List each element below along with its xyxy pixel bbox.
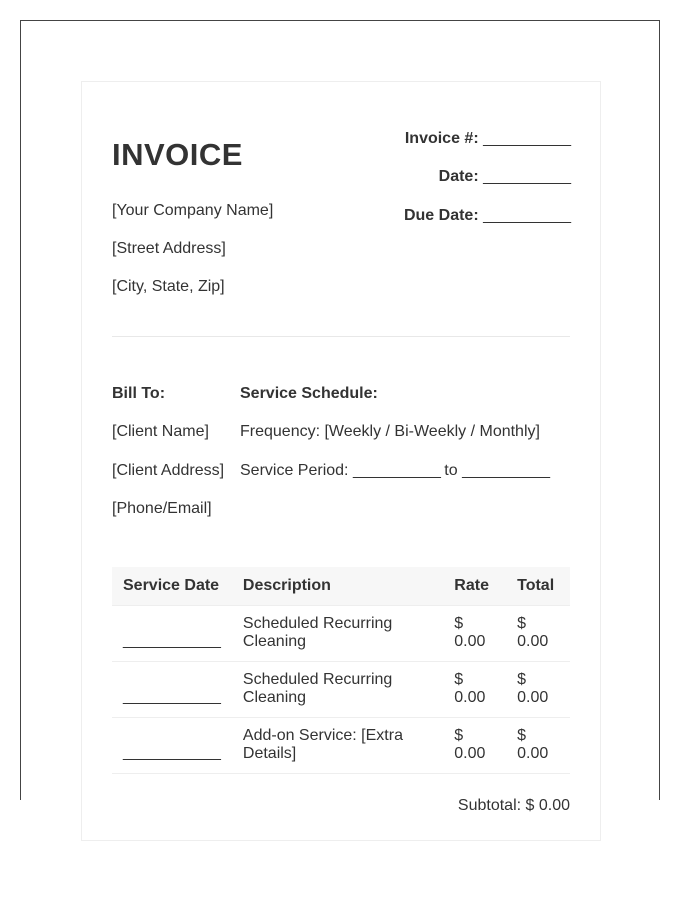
row-rate: $ 0.00	[443, 605, 506, 661]
table-row	[112, 661, 570, 717]
due-date-field: ___________	[483, 207, 570, 224]
col-description: Description	[232, 567, 443, 605]
subtotal-value: $ 0.00	[525, 797, 570, 814]
invoice-date-row	[439, 168, 570, 186]
table-row	[112, 605, 570, 661]
col-total: Total	[506, 567, 570, 605]
due-date-row	[404, 207, 570, 225]
subtotal-label: Subtotal:	[457, 797, 522, 814]
invoice-date-label: Date:	[438, 168, 479, 185]
table-header-row	[112, 567, 570, 605]
row-total: $ 0.00	[506, 661, 570, 717]
row-total: $ 0.00	[506, 717, 570, 773]
col-service-date: Service Date	[112, 567, 232, 605]
due-date-label: Due Date:	[403, 207, 479, 224]
line-items-table	[112, 567, 570, 774]
client-address: [Client Address]	[112, 462, 225, 479]
invoice-date-field: ___________	[483, 168, 570, 185]
table-row	[112, 717, 570, 773]
row-description: Scheduled Recurring Cleaning	[232, 605, 443, 661]
invoice-number-row	[405, 130, 570, 148]
client-name: [Client Name]	[112, 423, 209, 440]
service-frequency: Frequency: [Weekly / Bi-Weekly / Monthly]	[240, 423, 540, 440]
service-period-end: ___________	[462, 462, 549, 479]
bill-to-heading: Bill To:	[112, 385, 166, 402]
row-description: Add-on Service: [Extra Details]	[232, 717, 443, 773]
service-period	[240, 462, 549, 480]
page-frame	[20, 20, 660, 814]
service-period-start: ___________	[352, 462, 440, 479]
row-service-date: ___________	[112, 661, 232, 717]
row-service-date: ___________	[112, 605, 232, 661]
row-service-date: ___________	[112, 717, 232, 773]
row-description: Scheduled Recurring Cleaning	[232, 661, 443, 717]
invoice-sheet	[81, 81, 601, 841]
invoice-title: INVOICE	[112, 137, 243, 172]
service-period-to: to	[444, 462, 458, 479]
company-city: [City, State, Zip]	[112, 278, 225, 295]
row-rate: $ 0.00	[443, 661, 506, 717]
company-name: [Your Company Name]	[112, 202, 274, 219]
header-divider	[112, 336, 570, 337]
subtotal-row	[458, 797, 570, 815]
row-rate: $ 0.00	[443, 717, 506, 773]
client-contact: [Phone/Email]	[112, 500, 212, 517]
service-schedule-heading: Service Schedule:	[240, 385, 378, 402]
service-period-label: Service Period:	[240, 462, 349, 479]
col-rate: Rate	[443, 567, 506, 605]
company-street: [Street Address]	[112, 240, 226, 257]
invoice-number-field: ___________	[483, 130, 570, 147]
invoice-number-label: Invoice #:	[404, 130, 479, 147]
row-total: $ 0.00	[506, 605, 570, 661]
